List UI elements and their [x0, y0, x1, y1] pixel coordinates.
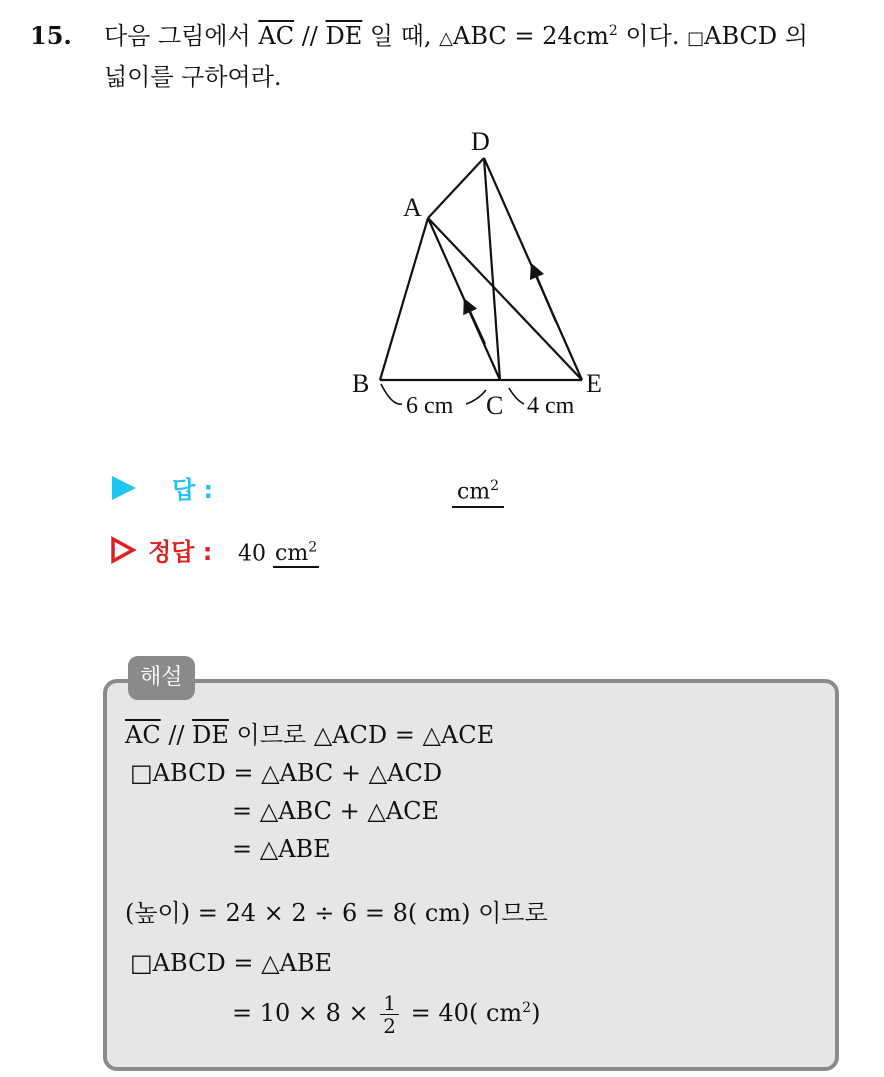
segment-de: $\overline{DE}$: [325, 22, 363, 50]
segment-ad: [428, 158, 484, 218]
correct-unit-sup: 2: [308, 540, 318, 556]
correct-label: 정답 :: [148, 538, 213, 566]
solution-line-6: □ABCD = △ABE: [130, 949, 333, 977]
label-d: D: [471, 127, 490, 156]
correct-answer-row: [110, 530, 590, 570]
fraction: [380, 992, 399, 1037]
triangle-symbol: △: [439, 28, 454, 49]
solution-parallel: //: [160, 721, 193, 749]
solution-line-2: □ABCD = △ABC + △ACD: [130, 759, 443, 787]
answer-blank[interactable]: [452, 472, 504, 508]
question-text-e: ABCD 의: [704, 22, 808, 50]
fraction-denominator: 2: [383, 1014, 397, 1038]
label-b: B: [352, 369, 370, 398]
solution-line-5: (높이) = 24 × 2 ÷ 6 = 8( cm) 이므로: [125, 899, 548, 927]
length-bc: 6 cm: [406, 393, 454, 419]
correct-arrow-icon: [110, 536, 136, 564]
solution-line-7-sup: 2: [522, 1000, 532, 1016]
length-ce: 4 cm: [527, 393, 575, 419]
answer-unit: cm: [456, 479, 491, 505]
brace-ce: [509, 388, 524, 404]
solution-line-7c: ): [531, 999, 541, 1027]
solution-line-7a: = 10 × 8 ×: [232, 999, 369, 1027]
solution-line-1: [125, 719, 494, 751]
solution-line-1-rest: 이므로 △ACD = △ACE: [228, 721, 495, 749]
question-text-b: 일 때,: [362, 22, 440, 50]
label-a: A: [403, 193, 422, 222]
segment-ae: [428, 218, 582, 380]
segment-ab: [380, 218, 428, 380]
correct-unit: [273, 541, 319, 568]
answer-row: [112, 468, 592, 508]
solution-line-4: = △ABE: [232, 835, 331, 863]
fraction-numerator: 1: [380, 992, 399, 1015]
answer-label: 답 :: [172, 476, 214, 504]
question-text-d: 이다.: [617, 22, 688, 50]
square-symbol: □: [687, 28, 705, 49]
parallel-symbol: //: [294, 22, 326, 50]
label-c: C: [486, 391, 504, 420]
parallel-arrow-ac: [467, 305, 485, 344]
geometry-figure: [340, 120, 620, 430]
question-text: 다음 그림에서: [104, 22, 251, 50]
solution-line-3: = △ABC + △ACE: [232, 797, 440, 825]
solution-line-7b: = 40( cm: [410, 999, 523, 1027]
answer-arrow-icon: [112, 476, 136, 500]
correct-unit-text: cm: [275, 541, 309, 567]
solution-line-7: [232, 992, 540, 1037]
correct-number: 40: [238, 541, 266, 567]
superscript: 2: [608, 23, 618, 39]
label-e: E: [586, 369, 602, 398]
question-line-1: [30, 12, 870, 58]
solution-segment-ac: $\overline{AC}$: [125, 721, 161, 749]
segment-ac: $\overline{AC}$: [258, 22, 295, 50]
question: [30, 12, 870, 96]
question-text-c: ABC = 24cm: [453, 22, 609, 50]
correct-value: [238, 534, 319, 568]
answer-unit-sup: 2: [490, 478, 500, 494]
brace-bc-end: [466, 390, 486, 404]
brace-bc: [381, 384, 402, 404]
question-line-2: 넓이를 구하여라.: [104, 63, 282, 91]
question-number: 15.: [30, 21, 72, 50]
parallel-arrow-de: [534, 270, 556, 322]
solution-segment-de: $\overline{DE}$: [192, 721, 229, 749]
solution-tag: 해설: [128, 656, 195, 700]
